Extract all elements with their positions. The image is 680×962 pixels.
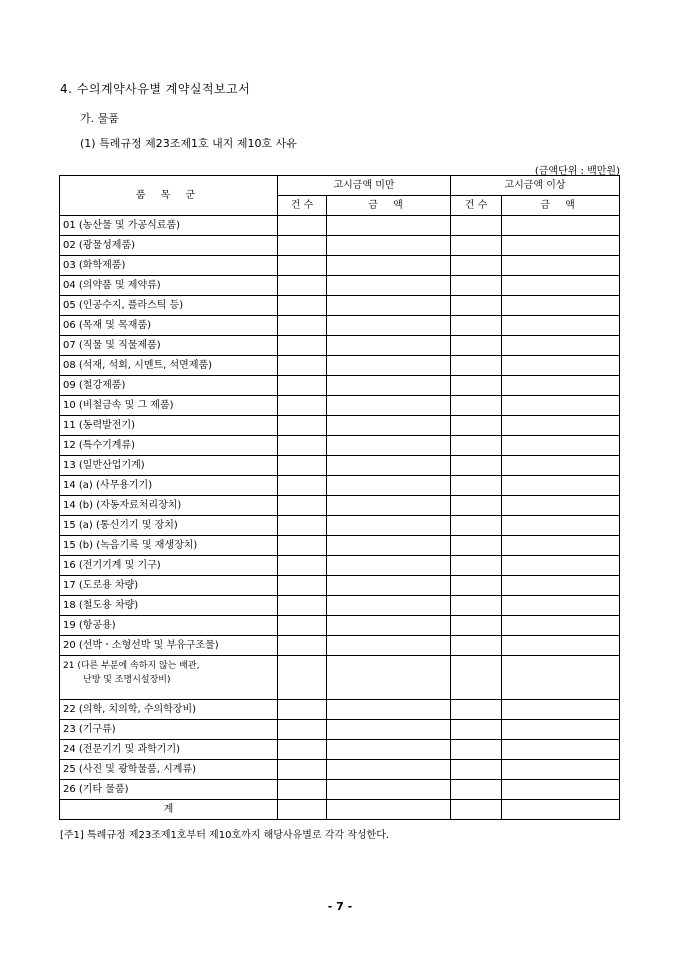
count-above-cell [451,336,502,356]
count-below-cell [278,720,327,740]
amount-above-cell [502,780,620,800]
count-below-cell [278,316,327,336]
amount-above-cell [502,356,620,376]
amount-below-cell [327,516,451,536]
count-below-cell [278,656,327,700]
category-cell: 13 (일반산업기계) [60,456,278,476]
count-below-cell [278,436,327,456]
amount-above-cell [502,656,620,700]
category-cell: 19 (항공용) [60,616,278,636]
count-below-cell [278,556,327,576]
category-cell: 10 (비철금속 및 그 제품) [60,396,278,416]
count-below-cell [278,456,327,476]
category-cell: 17 (도로용 차량) [60,576,278,596]
amount-above-cell [502,516,620,536]
table-row [60,456,620,476]
count-above-cell [451,516,502,536]
category-label-line: 난방 및 조명시설장비) [83,675,171,685]
table-row [60,216,620,236]
count-above-cell [451,496,502,516]
count-above-cell [451,456,502,476]
table-row [60,596,620,616]
table-row [60,740,620,760]
count-above-cell [451,556,502,576]
category-cell: 계 [60,800,278,820]
report-heading: 4. 수의계약사유별 계약실적보고서 [60,82,251,96]
category-cell: 14 (a) (사무용기기) [60,476,278,496]
count-below-cell [278,596,327,616]
count-below-cell [278,396,327,416]
count-below-cell [278,356,327,376]
count-above-cell [451,616,502,636]
amount-below-cell [327,700,451,720]
category-cell: 26 (기타 물품) [60,780,278,800]
amount-below-cell [327,256,451,276]
amount-above-cell [502,596,620,616]
category-cell: 18 (철도용 차량) [60,596,278,616]
count-below-cell [278,516,327,536]
table-row [60,636,620,656]
count-below-cell [278,740,327,760]
count-below-cell [278,496,327,516]
count-above-cell [451,376,502,396]
count-above-cell [451,396,502,416]
count-below-cell [278,476,327,496]
amount-below-cell [327,456,451,476]
category-cell: 07 (직물 및 직물제품) [60,336,278,356]
count-below-cell [278,700,327,720]
table-row [60,720,620,740]
amount-above-cell [502,336,620,356]
count-below-cell [278,536,327,556]
category-cell: 06 (목재 및 목재품) [60,316,278,336]
amount-above-cell [502,396,620,416]
amount-above-cell [502,700,620,720]
category-cell: 24 (전문기기 및 과학기기) [60,740,278,760]
count-above-cell [451,720,502,740]
amount-below-cell [327,720,451,740]
table-row [60,396,620,416]
category-cell: 25 (사진 및 광학물품, 시계류) [60,760,278,780]
amount-below-cell [327,476,451,496]
table-row [60,516,620,536]
category-cell: 02 (광물성제품) [60,236,278,256]
count-above-cell [451,760,502,780]
count-above-cell [451,296,502,316]
count-above-cell [451,536,502,556]
amount-above-cell [502,720,620,740]
table-row [60,256,620,276]
count-below-cell [278,780,327,800]
count-below-cell [278,416,327,436]
subsection-heading: (1) 특례규정 제23조제1호 내지 제10호 사유 [80,137,297,150]
count-below-cell [278,616,327,636]
category-cell: 23 (기구류) [60,720,278,740]
category-cell: 20 (선박ㆍ소형선박 및 부유구조물) [60,636,278,656]
amount-below-cell [327,536,451,556]
category-cell: 16 (전기기계 및 기구) [60,556,278,576]
category-label-line: 21 (다른 부분에 속하지 않는 배관, [63,661,200,671]
table-row [60,276,620,296]
amount-below-cell [327,780,451,800]
count-above-cell [451,416,502,436]
category-cell [60,656,278,700]
table-row [60,700,620,720]
count-above-cell [451,216,502,236]
amount-below-cell [327,436,451,456]
category-cell: 22 (의학, 치의학, 수의학장비) [60,700,278,720]
table-row [60,416,620,436]
table-row [60,656,620,700]
table-row [60,236,620,256]
section-heading: 가. 물품 [80,112,119,125]
count-below-cell [278,256,327,276]
category-cell: 12 (특수기계류) [60,436,278,456]
category-cell: 14 (b) (자동자료처리장치) [60,496,278,516]
amount-below-cell [327,636,451,656]
table-row [60,496,620,516]
table-row [60,800,620,820]
header-amount-above: 금 액 [502,196,620,216]
count-above-cell [451,596,502,616]
count-above-cell [451,576,502,596]
amount-below-cell [327,356,451,376]
amount-above-cell [502,496,620,516]
table-row [60,476,620,496]
amount-above-cell [502,436,620,456]
header-count-below: 건 수 [278,196,327,216]
amount-below-cell [327,740,451,760]
count-above-cell [451,636,502,656]
table-row [60,336,620,356]
table-row [60,760,620,780]
amount-above-cell [502,236,620,256]
amount-above-cell [502,456,620,476]
table-row [60,780,620,800]
category-cell: 08 (석재, 석회, 시멘트, 석면제품) [60,356,278,376]
count-below-cell [278,336,327,356]
count-below-cell [278,800,327,820]
amount-above-cell [502,556,620,576]
count-above-cell [451,436,502,456]
footnote: [주1] 특례규정 제23조제1호부터 제10호까지 해당사유별로 각각 작성한다. [60,830,390,841]
amount-below-cell [327,800,451,820]
count-below-cell [278,636,327,656]
table-row [60,436,620,456]
category-cell: 01 (농산물 및 가공식료품) [60,216,278,236]
amount-above-cell [502,760,620,780]
count-above-cell [451,276,502,296]
table-row [60,316,620,336]
amount-above-cell [502,376,620,396]
category-cell: 09 (철강제품) [60,376,278,396]
count-below-cell [278,296,327,316]
count-above-cell [451,256,502,276]
amount-below-cell [327,396,451,416]
amount-above-cell [502,296,620,316]
amount-above-cell [502,276,620,296]
amount-below-cell [327,760,451,780]
amount-below-cell [327,216,451,236]
amount-below-cell [327,496,451,516]
count-below-cell [278,236,327,256]
category-cell: 11 (동력발전기) [60,416,278,436]
category-cell: 03 (화학제품) [60,256,278,276]
amount-above-cell [502,536,620,556]
contract-results-table [59,175,620,820]
amount-above-cell [502,740,620,760]
count-below-cell [278,216,327,236]
amount-below-cell [327,236,451,256]
amount-above-cell [502,316,620,336]
amount-above-cell [502,256,620,276]
table-row [60,616,620,636]
amount-below-cell [327,276,451,296]
table-row [60,296,620,316]
category-cell: 04 (의약품 및 제약류) [60,276,278,296]
count-above-cell [451,700,502,720]
amount-below-cell [327,296,451,316]
amount-above-cell [502,576,620,596]
category-cell: 15 (b) (녹음기록 및 재생장치) [60,536,278,556]
table-row [60,576,620,596]
count-above-cell [451,656,502,700]
amount-below-cell [327,376,451,396]
header-above-threshold: 고시금액 이상 [451,176,620,196]
count-below-cell [278,760,327,780]
count-above-cell [451,780,502,800]
amount-above-cell [502,216,620,236]
page-number: - 7 - [327,900,353,913]
amount-below-cell [327,596,451,616]
table-row [60,356,620,376]
amount-above-cell [502,800,620,820]
header-count-above: 건 수 [451,196,502,216]
count-above-cell [451,476,502,496]
header-below-threshold: 고시금액 미만 [278,176,451,196]
table-row [60,536,620,556]
amount-above-cell [502,416,620,436]
header-amount-below: 금 액 [327,196,451,216]
count-below-cell [278,276,327,296]
table-row [60,376,620,396]
amount-above-cell [502,636,620,656]
count-above-cell [451,740,502,760]
amount-above-cell [502,616,620,636]
amount-below-cell [327,336,451,356]
count-above-cell [451,356,502,376]
count-above-cell [451,236,502,256]
count-above-cell [451,316,502,336]
category-cell: 15 (a) (통신기기 및 장치) [60,516,278,536]
count-below-cell [278,576,327,596]
amount-below-cell [327,576,451,596]
amount-unit-label: (금액단위 : 백만원) [534,166,620,177]
amount-below-cell [327,556,451,576]
count-below-cell [278,376,327,396]
amount-below-cell [327,656,451,700]
category-cell: 05 (인공수지, 플라스틱 등) [60,296,278,316]
count-above-cell [451,800,502,820]
amount-above-cell [502,476,620,496]
header-product-group: 품 목 군 [60,176,278,216]
amount-below-cell [327,316,451,336]
table-row [60,556,620,576]
table-header-row-1 [60,176,620,196]
amount-below-cell [327,616,451,636]
amount-below-cell [327,416,451,436]
